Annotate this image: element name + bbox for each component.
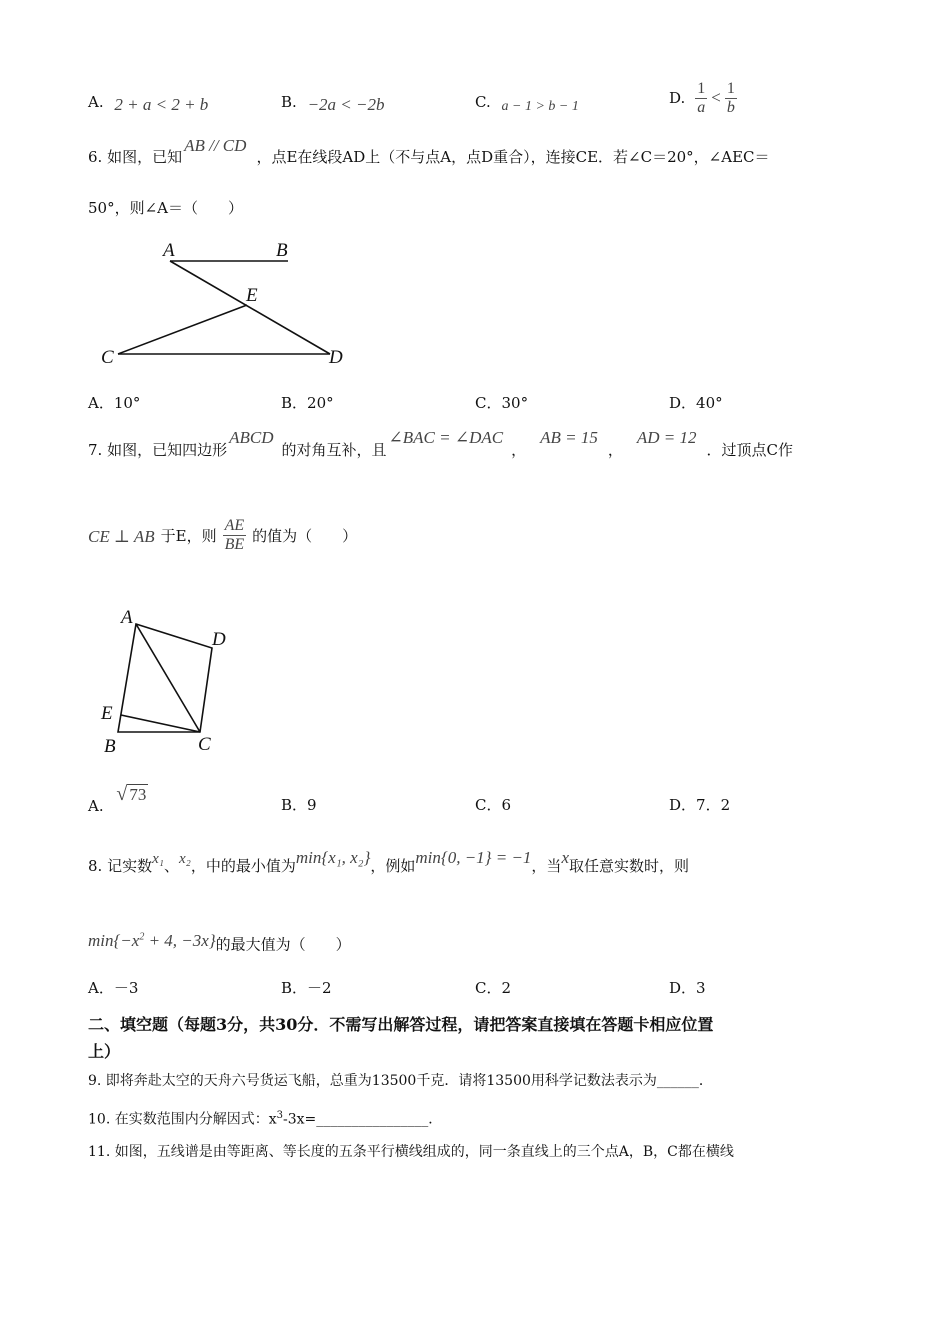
point-label-b: B (276, 240, 288, 261)
option-label: B. (281, 93, 297, 111)
question-text: ，当 (531, 857, 562, 875)
math-expression: AD = 12 (636, 428, 697, 447)
math-expression: a − 1 > b − 1 (501, 99, 579, 114)
fraction-denominator: a (697, 98, 706, 116)
point-label-c: C (101, 347, 114, 368)
q7-stem-line1 (88, 428, 793, 460)
question-text: ．过顶点C作 (706, 441, 793, 459)
quadrilateral-abcd (118, 624, 212, 732)
option-label: C. (475, 93, 491, 111)
math-expression: −2a < −2b (307, 95, 385, 114)
q6-stem-line1 (88, 136, 770, 167)
sqrt-expression (116, 784, 148, 805)
sqrt-radicand: 73 (129, 785, 147, 804)
fraction (725, 80, 737, 117)
option-label: A. (88, 93, 104, 111)
fraction-denominator: BE (224, 535, 245, 553)
question-text: ，中的最小值为 (190, 857, 296, 875)
q7-option-d: D．7．2 (669, 796, 731, 814)
section-heading-line1: 二、填空题（每题3分，共30分．不需写出解答过程，请把答案直接填在答题卡相应位置 (88, 1015, 714, 1034)
fraction (695, 80, 707, 117)
question-text: ，点E在线段AD上（不与点A，点D重合），连接CE．若∠C＝20°，∠AEC＝ (256, 148, 770, 166)
q8-stem-line1 (88, 848, 689, 877)
point-label-e: E (101, 703, 113, 724)
point-label-d: D (212, 629, 226, 650)
q6-stem-line2: 50°，则∠A＝（ ） (88, 199, 243, 217)
diagonal-ac (136, 624, 200, 732)
question-text: 取任意实数时，则 (568, 857, 689, 875)
sqrt-icon: √ (116, 783, 128, 805)
fraction-denominator: b (726, 98, 735, 116)
question-number-text: 7. 如图，已知四边形 (88, 441, 228, 459)
q8-option-b: B．－2 (281, 979, 332, 997)
math-expression: min{0, −1} = −1 (415, 848, 532, 867)
math-relation: < (711, 88, 721, 107)
question-text: -3x=________________． (283, 1111, 443, 1128)
segment-ad (170, 261, 330, 354)
point-label-e: E (246, 285, 258, 306)
math-expression (88, 931, 216, 950)
q8-option-c: C．2 (475, 979, 512, 997)
segment-ce (118, 305, 247, 354)
fraction-numerator: AE (224, 516, 245, 534)
math-variable: x₁ (152, 851, 164, 867)
q6-option-b: B．20° (281, 394, 334, 412)
option-label: D. (669, 89, 686, 107)
math-variable: x₂ (178, 851, 191, 867)
option-label: A. (88, 797, 104, 815)
q7-option-b: B．9 (281, 796, 317, 814)
fraction-numerator: 1 (697, 79, 706, 97)
q6-option-c: C．30° (475, 394, 529, 412)
math-expression: ABCD (229, 428, 274, 447)
point-label-c: C (198, 734, 211, 755)
math-expression: CE ⊥ AB (88, 527, 155, 546)
question-number-text: 6. 如图，已知 (88, 148, 183, 166)
math-variable: x (561, 848, 569, 867)
point-label-a: A (163, 240, 175, 261)
q8-option-a: A．－3 (88, 979, 139, 997)
q6-figure (95, 236, 355, 372)
question-text: 的值为（ ） (252, 527, 358, 545)
q8-option-d: D．3 (669, 979, 706, 997)
math-expression: min{x₁, x₂} (295, 848, 371, 867)
question-text: 的最大值为（ ） (215, 935, 351, 954)
separator: ， (511, 441, 527, 459)
q5-option-c (475, 92, 579, 114)
q9-text: 9. 即将奔赴太空的天舟六号货运飞船，总重为13500千克．请将13500用科学记数法表示为______． (88, 1073, 713, 1089)
q6-option-d: D．40° (669, 394, 723, 412)
section-heading-line2: 上） (88, 1042, 121, 1061)
math-expression: ∠BAC = ∠DAC (388, 428, 504, 447)
point-label-b: B (104, 736, 116, 757)
q5-option-b (281, 92, 385, 112)
point-label-d: D (329, 347, 343, 368)
math-expression: 2 + a < 2 + b (114, 95, 209, 114)
math-exponent: 3 (276, 1110, 283, 1121)
fraction (223, 517, 247, 554)
q11-text: 11. 如图，五线谱是由等距离、等长度的五条平行横线组成的，同一条直线上的三个点A，B，C都在横线 (88, 1144, 734, 1160)
q7-figure (90, 600, 250, 760)
q10-text (88, 1106, 442, 1130)
segment-ce (121, 715, 200, 732)
math-expression: AB // CD (184, 136, 247, 155)
question-text: 于E，则 (160, 527, 217, 545)
q7-option-a (88, 783, 148, 815)
math-expression-part: + 4, −3x} (144, 930, 216, 950)
q8-stem-line2 (88, 931, 351, 955)
q5-option-a (88, 92, 208, 112)
question-text: ，例如 (370, 857, 416, 875)
q7-stem-line2 (88, 512, 357, 560)
question-text: 的对角互补，且 (281, 441, 387, 459)
q6-option-a: A．10° (88, 394, 141, 412)
question-text: 10. 在实数范围内分解因式：x (88, 1111, 277, 1128)
separator: ， (607, 441, 623, 459)
separator: 、 (163, 857, 179, 875)
q7-option-c: C．6 (475, 796, 512, 814)
math-expression-part: min{−x (88, 930, 140, 950)
math-exponent: 2 (139, 931, 145, 942)
math-expression: AB = 15 (540, 428, 598, 447)
question-number-text: 8. 记实数 (88, 857, 153, 875)
point-label-a: A (121, 607, 133, 628)
q5-option-d (669, 76, 737, 120)
fraction-numerator: 1 (726, 79, 735, 97)
